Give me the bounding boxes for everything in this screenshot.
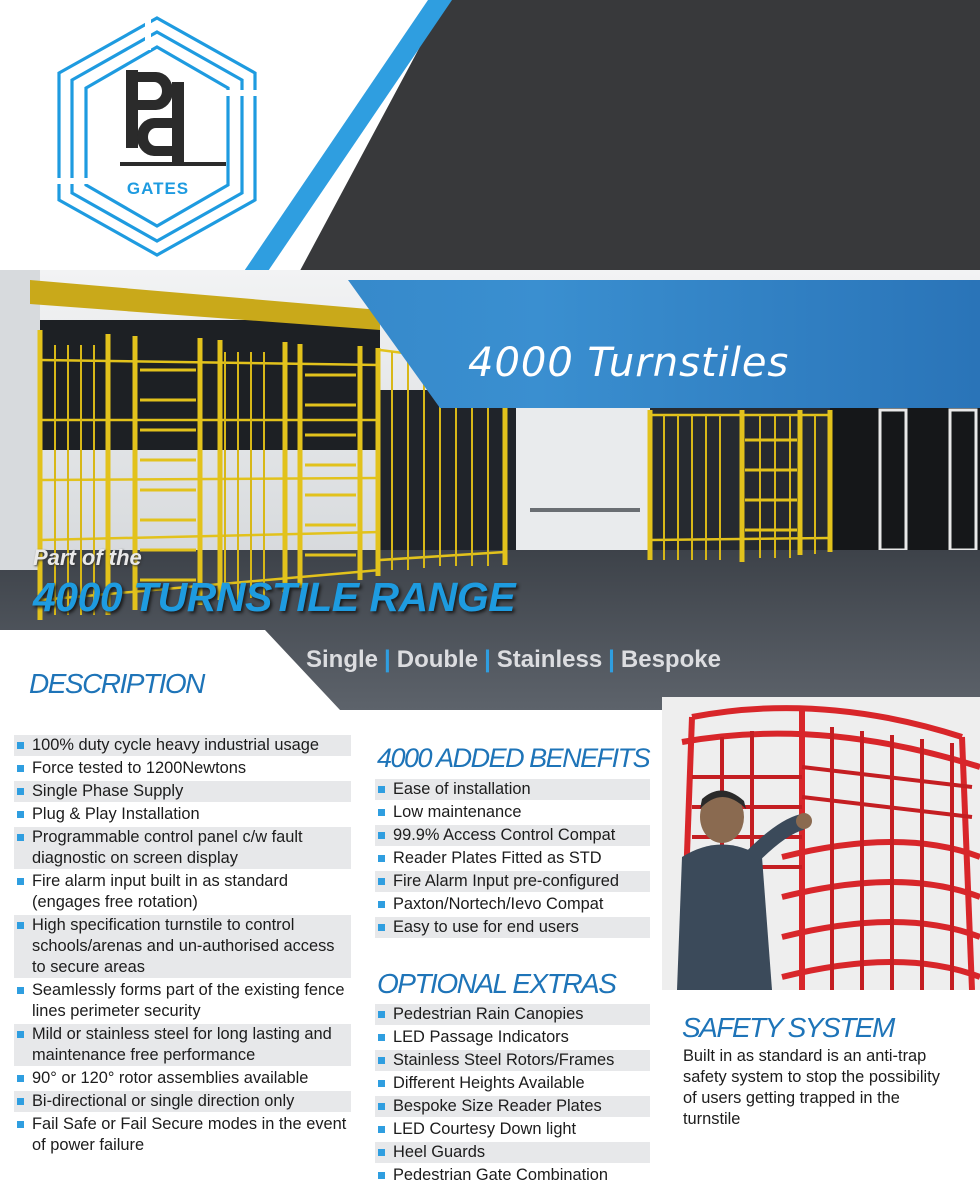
red-turnstile-photo	[662, 697, 980, 990]
list-item	[14, 804, 351, 825]
bullet-square-icon	[378, 1126, 385, 1133]
bullet-square-icon	[17, 834, 24, 841]
list-item	[375, 1142, 650, 1163]
bullet-square-icon	[378, 924, 385, 931]
bullet-square-icon	[378, 878, 385, 885]
list-item	[14, 758, 351, 779]
variant-double: Double	[396, 646, 479, 673]
list-item	[375, 1096, 650, 1117]
bullet-square-icon	[378, 1172, 385, 1179]
list-item	[14, 735, 351, 756]
list-item	[375, 1050, 650, 1071]
list-item-text: Heel Guards	[393, 1143, 486, 1161]
list-item-text: Fire Alarm Input pre-configured	[393, 872, 619, 890]
list-item	[375, 1073, 650, 1094]
benefits-list	[375, 779, 650, 940]
list-item-text: Easy to use for end users	[393, 918, 579, 936]
bullet-square-icon	[17, 1075, 24, 1082]
range-title: 4000 TURNSTILE RANGE	[33, 574, 516, 620]
bullet-square-icon	[378, 832, 385, 839]
list-item-text: Mild or stainless steel for long lasting and maintenance free performance	[32, 1025, 332, 1064]
list-item-text: Pedestrian Rain Canopies	[393, 1005, 584, 1023]
bullet-square-icon	[17, 878, 24, 885]
list-item	[14, 915, 351, 978]
bullet-square-icon	[378, 855, 385, 862]
bullet-square-icon	[17, 811, 24, 818]
bullet-square-icon	[17, 742, 24, 749]
list-item-text: LED Courtesy Down light	[393, 1120, 577, 1138]
list-item-text: 100% duty cycle heavy industrial usage	[32, 736, 320, 754]
list-item	[375, 779, 650, 800]
safety-heading: SAFETY SYSTEM	[682, 1012, 894, 1043]
bullet-square-icon	[378, 901, 385, 908]
variant-stainless: Stainless	[496, 646, 603, 673]
variant-single: Single	[306, 646, 379, 673]
list-item-text: Plug & Play Installation	[32, 805, 200, 823]
bullet-square-icon	[17, 788, 24, 795]
bullet-square-icon	[17, 922, 24, 929]
list-item-text: Seamlessly forms part of the existing fence lines perimeter security	[32, 981, 345, 1020]
list-item-text: Single Phase Supply	[32, 782, 184, 800]
bullet-square-icon	[378, 1103, 385, 1110]
variant-separator: |	[608, 646, 615, 673]
extras-heading: OPTIONAL EXTRAS	[377, 968, 616, 999]
variant-separator: |	[384, 646, 391, 673]
variant-bespoke: Bespoke	[620, 646, 721, 673]
list-item	[14, 1114, 351, 1156]
list-item	[375, 825, 650, 846]
list-item	[375, 1119, 650, 1140]
bullet-square-icon	[378, 1034, 385, 1041]
list-item-text: Bespoke Size Reader Plates	[393, 1097, 602, 1115]
pd-gates-logo	[50, 10, 265, 265]
bullet-square-icon	[17, 765, 24, 772]
list-item	[375, 802, 650, 823]
list-item	[375, 1165, 650, 1186]
list-item-text: Fail Safe or Fail Secure modes in the event of power failure	[32, 1115, 347, 1154]
list-item-text: High specification turnstile to control schools/arenas and un-authorised access to secure areas	[32, 916, 335, 976]
list-item-text: Programmable control panel c/w fault diagnostic on screen display	[32, 828, 303, 867]
list-item	[14, 1091, 351, 1112]
list-item	[375, 871, 650, 892]
list-item-text: Pedestrian Gate Combination	[393, 1166, 609, 1184]
list-item	[14, 871, 351, 913]
list-item-text: Fire alarm input built in as standard (engages free rotation)	[32, 872, 288, 911]
list-item	[14, 1068, 351, 1089]
bullet-square-icon	[378, 1149, 385, 1156]
bullet-square-icon	[17, 987, 24, 994]
bullet-square-icon	[378, 786, 385, 793]
part-of-label: Part of the	[33, 545, 142, 570]
list-item-text: LED Passage Indicators	[393, 1028, 569, 1046]
list-item	[14, 980, 351, 1022]
product-title: 4000 Turnstiles	[468, 340, 790, 386]
variant-separator: |	[484, 646, 491, 673]
list-item-text: Different Heights Available	[393, 1074, 585, 1092]
bullet-square-icon	[378, 1011, 385, 1018]
list-item-text: Stainless Steel Rotors/Frames	[393, 1051, 615, 1069]
bullet-square-icon	[17, 1098, 24, 1105]
list-item	[375, 894, 650, 915]
safety-description: Built in as standard is an anti-trap safety system to stop the possibility of users getting trapped in the turnstile	[683, 1047, 940, 1128]
variant-list	[306, 646, 721, 674]
list-item-text: 90° or 120° rotor assemblies available	[32, 1069, 309, 1087]
list-item	[14, 1024, 351, 1066]
bullet-square-icon	[17, 1121, 24, 1128]
list-item-text: Low maintenance	[393, 803, 522, 821]
bullet-square-icon	[378, 1080, 385, 1087]
list-item-text: Bi-directional or single direction only	[32, 1092, 295, 1110]
bullet-square-icon	[378, 1057, 385, 1064]
list-item	[375, 917, 650, 938]
list-item	[375, 1027, 650, 1048]
extras-list	[375, 1004, 650, 1188]
list-item-text: Reader Plates Fitted as STD	[393, 849, 602, 867]
logo-word: GATES	[126, 179, 190, 198]
list-item	[375, 848, 650, 869]
list-item-text: Force tested to 1200Newtons	[32, 759, 247, 777]
list-item-text: 99.9% Access Control Compat	[393, 826, 616, 844]
bullet-square-icon	[17, 1031, 24, 1038]
list-item	[14, 781, 351, 802]
description-heading: DESCRIPTION	[29, 668, 204, 699]
bullet-square-icon	[378, 809, 385, 816]
list-item	[14, 827, 351, 869]
list-item-text: Paxton/Nortech/Ievo Compat	[393, 895, 604, 913]
list-item-text: Ease of installation	[393, 780, 531, 798]
description-list	[14, 735, 351, 1158]
list-item	[375, 1004, 650, 1025]
benefits-heading: 4000 ADDED BENEFITS	[377, 743, 650, 773]
